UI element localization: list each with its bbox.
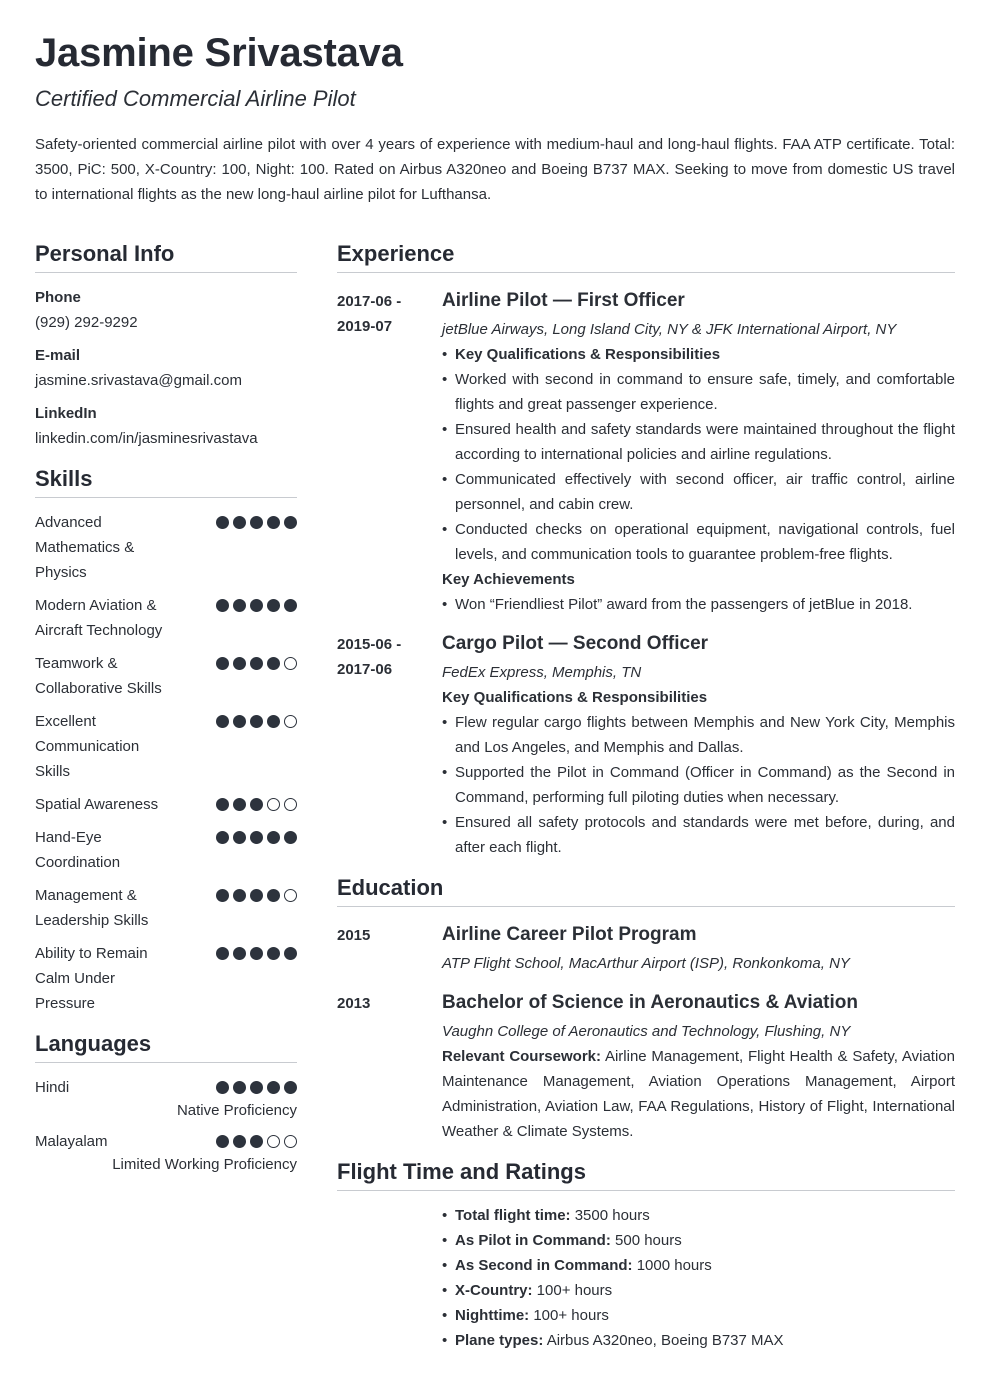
flight-time-heading: Flight Time and Ratings: [337, 1158, 955, 1191]
rating-dot-filled: [267, 947, 280, 960]
language-item: [35, 1129, 297, 1175]
education-heading: Education: [337, 874, 955, 907]
rating-dot-filled: [284, 947, 297, 960]
phone-label: Phone: [35, 289, 81, 306]
personal-info-heading: Personal Info: [35, 240, 297, 273]
flight-time-item: [442, 1228, 955, 1253]
flight-time-value: 100+ hours: [529, 1307, 609, 1324]
rating-dots: [216, 792, 297, 817]
rating-dot-filled: [267, 715, 280, 728]
rating-dot-filled: [250, 947, 263, 960]
rating-dots: [216, 883, 297, 933]
experience-heading: Experience: [337, 240, 955, 273]
rating-dot-filled: [250, 889, 263, 902]
job-duty: • Supported the Pilot in Command (Officer in Command) as the Second in Command, performing full piloting duties when necessary.: [442, 760, 955, 810]
rating-dot-filled: [250, 831, 263, 844]
rating-dots: [216, 593, 297, 643]
rating-dot-filled: [216, 798, 229, 811]
rating-dot-filled: [267, 1081, 280, 1094]
rating-dot-filled: [216, 715, 229, 728]
rating-dot-empty: [267, 798, 280, 811]
skill-item: [35, 941, 297, 1016]
skill-name: Ability to Remain Calm Under Pressure: [35, 945, 148, 1012]
rating-dot-empty: [267, 1135, 280, 1148]
rating-dot-filled: [216, 599, 229, 612]
rating-dot-filled: [250, 516, 263, 529]
flight-time-item: [442, 1328, 955, 1353]
rating-dot-filled: [233, 516, 246, 529]
coursework-label: Relevant Coursework:: [442, 1048, 601, 1065]
job-dates: [337, 285, 442, 617]
rating-dot-filled: [250, 657, 263, 670]
flight-time-item: [442, 1203, 955, 1228]
rating-dot-filled: [233, 889, 246, 902]
rating-dot-filled: [284, 599, 297, 612]
rating-dot-filled: [250, 798, 263, 811]
flight-time-label: As Second in Command:: [455, 1257, 633, 1274]
qualifications-heading: Key Qualifications & Responsibilities: [442, 689, 708, 706]
education-degree: Airline Career Pilot Program: [442, 924, 697, 945]
job-title-heading: Airline Pilot — First Officer: [442, 290, 685, 311]
job-duty: • Worked with second in command to ensure safe, timely, and comfortable flights and great passenger experience.: [442, 367, 955, 417]
flight-time-item: [442, 1278, 955, 1303]
rating-dot-filled: [250, 715, 263, 728]
job-title-heading: Cargo Pilot — Second Officer: [442, 633, 709, 654]
rating-dot-filled: [233, 831, 246, 844]
rating-dot-filled: [267, 889, 280, 902]
flight-time-list: [337, 1203, 955, 1353]
job-date-end: 2019-07: [337, 318, 393, 335]
job-duty: • Ensured health and safety standards were maintained throughout the flight according to international policies and airline regulations.: [442, 417, 955, 467]
skills-heading: Skills: [35, 465, 297, 498]
flight-time-item: [442, 1303, 955, 1328]
skill-item: [35, 883, 297, 933]
relevant-coursework: [442, 1044, 955, 1144]
rating-dot-filled: [216, 947, 229, 960]
rating-dot-filled: [250, 599, 263, 612]
flight-time-value: 100+ hours: [532, 1282, 613, 1299]
linkedin-label: LinkedIn: [35, 405, 97, 422]
achievements-heading: Key Achievements: [442, 571, 575, 588]
skill-name: Hand-Eye Coordination: [35, 829, 121, 871]
job-title: Certified Commercial Airline Pilot: [35, 86, 356, 111]
rating-dot-filled: [216, 889, 229, 902]
skill-name: Management & Leadership Skills: [35, 887, 149, 929]
rating-dot-filled: [267, 831, 280, 844]
skill-item: [35, 593, 297, 643]
flight-time-label: As Pilot in Command:: [455, 1232, 611, 1249]
languages-heading: Languages: [35, 1030, 297, 1063]
rating-dots: [216, 825, 297, 875]
skill-name: Spatial Awareness: [35, 796, 159, 813]
job-duty: • Ensured all safety protocols and standards were met before, during, and after each flight.: [442, 810, 955, 860]
candidate-name: Jasmine Srivastava: [35, 31, 403, 75]
flight-time-value: 1000 hours: [632, 1257, 712, 1274]
job-duty: • Communicated effectively with second officer, air traffic control, airline personnel, and cabin crew.: [442, 467, 955, 517]
job-duty: • Conducted checks on operational equipment, navigational controls, fuel levels, and communication tools to guarantee problem-free flights.: [442, 517, 955, 567]
skill-name: Modern Aviation & Aircraft Technology: [35, 597, 163, 639]
rating-dots: [216, 1075, 297, 1100]
language-item: [35, 1075, 297, 1121]
job-company: jetBlue Airways, Long Island City, NY & JFK International Airport, NY: [442, 321, 897, 338]
flight-time-label: X-Country:: [455, 1282, 533, 1299]
education-entry: [337, 919, 955, 976]
qualifications-heading: [442, 342, 955, 367]
rating-dot-filled: [216, 1135, 229, 1148]
flight-time-value: 500 hours: [610, 1232, 682, 1249]
experience-entry: [337, 628, 955, 860]
rating-dot-filled: [233, 798, 246, 811]
rating-dots: [216, 709, 297, 784]
rating-dot-empty: [284, 715, 297, 728]
job-date-end: 2017-06: [337, 661, 393, 678]
skill-item: [35, 651, 297, 701]
language-name: Malayalam: [35, 1133, 108, 1150]
email-value: jasmine.srivastava@gmail.com: [35, 372, 242, 389]
rating-dot-empty: [284, 798, 297, 811]
job-duty: • Flew regular cargo flights between Memphis and New York City, Memphis and Los Angeles, and Memphis and Dallas.: [442, 710, 955, 760]
rating-dot-filled: [233, 1135, 246, 1148]
job-date-start: 2015-06 -: [337, 636, 402, 653]
flight-time-label: Nighttime:: [455, 1307, 530, 1324]
rating-dot-empty: [284, 889, 297, 902]
linkedin-value: linkedin.com/in/jasminesrivastava: [35, 430, 258, 447]
rating-dot-filled: [267, 657, 280, 670]
right-column: [337, 240, 955, 1353]
rating-dots: [216, 651, 297, 701]
job-date-start: 2017-06 -: [337, 293, 402, 310]
rating-dot-filled: [216, 831, 229, 844]
rating-dots: [216, 941, 297, 1016]
education-school: Vaughn College of Aeronautics and Technology, Flushing, NY: [442, 1023, 851, 1040]
flight-time-value: 3500 hours: [570, 1207, 650, 1224]
language-proficiency: Native Proficiency: [176, 1102, 297, 1119]
rating-dot-filled: [267, 599, 280, 612]
rating-dots: [216, 1129, 297, 1154]
education-school: ATP Flight School, MacArthur Airport (ISP), Ronkonkoma, NY: [442, 955, 850, 972]
languages-list: [35, 1075, 297, 1175]
rating-dot-filled: [284, 1081, 297, 1094]
skill-name: Teamwork & Collaborative Skills: [35, 655, 162, 697]
skill-name: Excellent Communication Skills: [35, 713, 140, 780]
rating-dot-filled: [250, 1135, 263, 1148]
skill-name: Advanced Mathematics & Physics: [35, 514, 135, 581]
rating-dot-empty: [284, 657, 297, 670]
rating-dot-filled: [233, 599, 246, 612]
rating-dots: [216, 510, 297, 585]
flight-time-label: Total flight time:: [455, 1207, 571, 1224]
flight-time-label: Plane types:: [455, 1332, 544, 1349]
rating-dot-filled: [250, 1081, 263, 1094]
education-year: 2015: [337, 927, 371, 944]
skills-list: [35, 510, 297, 1016]
job-dates: [337, 628, 442, 860]
rating-dot-filled: [233, 947, 246, 960]
rating-dot-filled: [216, 657, 229, 670]
email-label: E-mail: [35, 347, 81, 364]
language-name: Hindi: [35, 1079, 70, 1096]
job-company: FedEx Express, Memphis, TN: [442, 664, 642, 681]
summary: Safety-oriented commercial airline pilot with over 4 years of experience with medium-haul and long-haul flights. FAA ATP certificate. Total: 3500, PiC: 500, X-Country: 100, Night: 100. Rated on Airbus A320neo and Boeing B737 MAX. Seeking to move from domestic US travel to international flights as the new long-haul airline pilot for Lufthansa.: [35, 136, 955, 203]
rating-dot-filled: [216, 516, 229, 529]
skill-item: [35, 792, 297, 817]
coursework-text: Airline Management, Flight Health & Safety, Aviation Maintenance Management, Aviation Operations Management, Airport Administration, Aviation Law, FAA Regulations, History of Flight, International Weather & Climate Systems.: [442, 1048, 955, 1140]
rating-dot-filled: [284, 831, 297, 844]
flight-time-value: Airbus A320neo, Boeing B737 MAX: [543, 1332, 784, 1349]
rating-dot-filled: [267, 516, 280, 529]
flight-time-item: [442, 1253, 955, 1278]
skill-item: [35, 825, 297, 875]
job-achievement: • Won “Friendliest Pilot” award from the passengers of jetBlue in 2018.: [442, 592, 955, 617]
skill-item: [35, 709, 297, 784]
education-year: 2013: [337, 995, 371, 1012]
rating-dot-filled: [233, 715, 246, 728]
rating-dot-filled: [284, 516, 297, 529]
education-degree: Bachelor of Science in Aeronautics & Aviation: [442, 992, 858, 1013]
phone-value: (929) 292-9292: [35, 314, 138, 331]
qualifications-heading-text: Key Qualifications & Responsibilities: [455, 346, 721, 363]
rating-dot-filled: [233, 657, 246, 670]
rating-dot-filled: [216, 1081, 229, 1094]
left-column: [35, 240, 297, 1183]
rating-dot-empty: [284, 1135, 297, 1148]
experience-entry: [337, 285, 955, 617]
rating-dot-filled: [233, 1081, 246, 1094]
language-proficiency: Limited Working Proficiency: [112, 1156, 297, 1173]
skill-item: [35, 510, 297, 585]
education-entry: [337, 987, 955, 1144]
